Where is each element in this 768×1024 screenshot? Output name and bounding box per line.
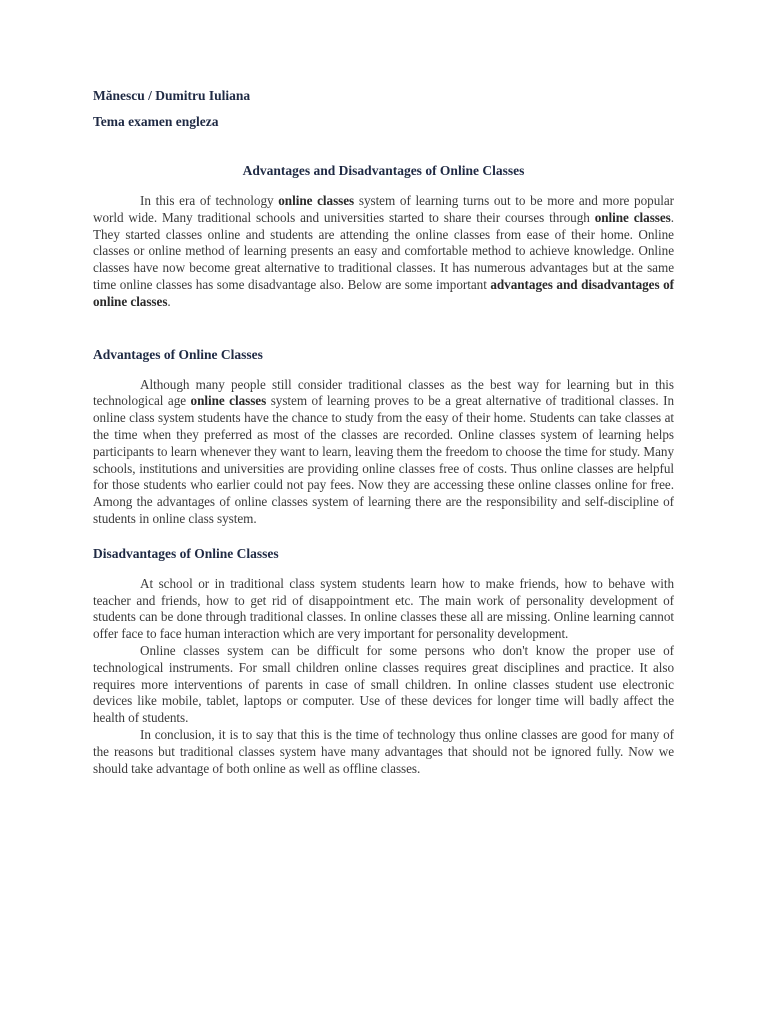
advantages-paragraph: [93, 377, 674, 528]
document-title: Advantages and Disadvantages of Online Classes: [242, 163, 525, 178]
intro-paragraph: [93, 193, 674, 311]
advantages-heading: Advantages of Online Classes: [93, 346, 263, 362]
intro-bold-2: online classes: [594, 209, 671, 225]
advantages-text-1: Although many people still consider traditional classes as the best way for learning but in this technological age: [93, 376, 674, 409]
author-line: Mănescu / Dumitru Iuliana: [93, 88, 251, 103]
disadvantages-paragraph-1: At school or in traditional class system students learn how to make friends, how to behave with teacher and friends, how to get rid of disappointment etc. The main work of personality development of students can be done through traditional classes. In online classes these all are missing. Online learning cannot offer face to face human interaction which are very important for personality development.: [93, 575, 674, 642]
intro-text-3: . They started classes online and students are attending the online classes from ease of their home. Online classes or online method of learning presents an easy and comfortable method to achieve knowledge. Online classes have now become great alternative to traditional classes. It has numerous advantages but at the same time online classes has some disadvantage also. Below are some important: [93, 209, 675, 292]
intro-text-1: In this era of technology: [140, 193, 279, 208]
advantages-bold-1: online classes: [190, 393, 267, 409]
disadvantages-heading: Disadvantages of Online Classes: [93, 545, 279, 561]
advantages-text-2: system of learning proves to be a great alternative of traditional classes. In online class system students have the chance to study from the easy of their home. Students can take classes at the time when they preferred as most of the classes are recorded. Online classes system of learning helps participants to learn whenever they want to learn, leaving them the freedom to choose the time for study. Many schools, institutions and universities are providing online classes free of costs. Thus online classes are helpful for those students who earlier could not pay fees. Now they are accessing these online classes online for free. Among the advantages of online classes system of learning there are the responsibility and self-discipline of students in online class system.: [93, 393, 674, 526]
document-page: [93, 87, 674, 777]
intro-text-2: system of learning turns out to be more and more popular world wide. Many traditional schools and universities started to share their courses through: [93, 193, 674, 225]
spacer: [93, 364, 674, 377]
conclusion-paragraph: In conclusion, it is to say that this is the time of technology thus online classes are good for many of the reasons but traditional classes system have many advantages that should not be ignored fully. Now we should take advantage of both online as well as offline classes.: [93, 726, 674, 776]
disadvantages-paragraph-2: Online classes system can be difficult for some persons who don't know the proper use of technological instruments. For small children online classes requires great disciplines and practice. It also requires more interventions of parents in case of small children. In online classes student use electronic devices like mobile, tablet, laptops or computer. Use of these devices for longer time will badly affect the health of students.: [93, 642, 674, 726]
intro-text-4: .: [167, 293, 171, 309]
intro-bold-1: online classes: [278, 193, 355, 208]
intro-bold-3: advantages and disadvantages of online classes: [93, 276, 675, 309]
spacer: [93, 528, 674, 545]
spacer: [93, 311, 674, 346]
subject-line: Tema examen engleza: [93, 114, 219, 129]
spacer: [93, 563, 674, 576]
